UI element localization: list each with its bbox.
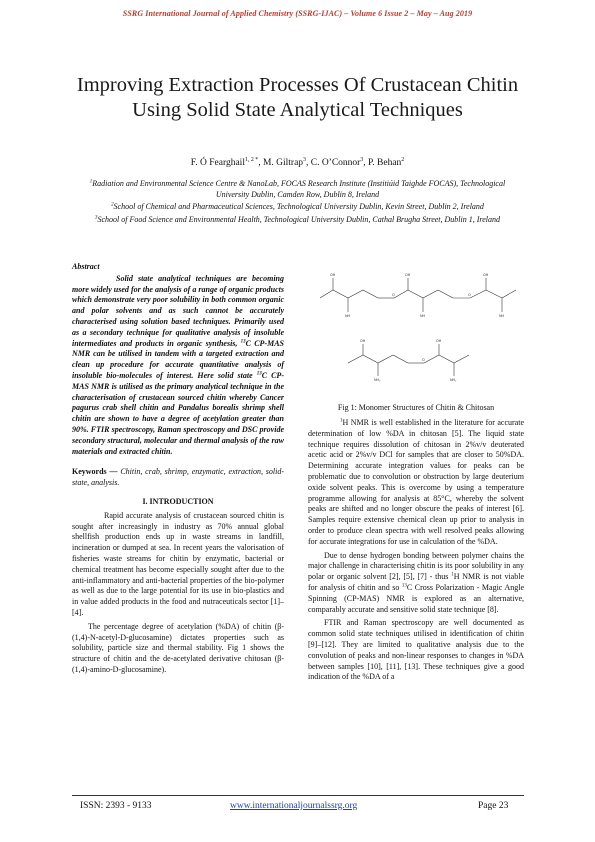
affiliation-3 bbox=[76, 214, 519, 225]
intro-paragraph: The percentage degree of acetylation (%DA) of chitin (β-(1,4)-N-acetyl-D-glucosamine) dictates properties such as solubility, particle size and thermal stability. Fig 1 shows the structure of chitin and the de-acetylated derivative chitosan (β-(1,4)-amino-D-glucosamine). bbox=[72, 621, 284, 674]
chitin-atom-labels bbox=[330, 273, 505, 318]
section-heading-introduction: I. INTRODUCTION bbox=[142, 496, 214, 506]
keywords-text: Chitin, crab, shrimp, enzymatic, extraction, solid-state, analysis. bbox=[72, 467, 284, 488]
left-column bbox=[72, 262, 284, 679]
abstract-heading: Abstract bbox=[72, 262, 100, 271]
isotope-sup: 13 bbox=[256, 371, 262, 377]
affiliation-1 bbox=[76, 178, 519, 200]
atom-label: OH bbox=[330, 273, 336, 277]
isotope-sup: 1 bbox=[451, 572, 454, 578]
isotope-sup: 1 bbox=[340, 418, 343, 424]
affiliation-text: School of Chemical and Pharmaceutical Sciences, Technological University Dublin, Kevin Street, Dublin 2, Ireland bbox=[113, 202, 484, 212]
author-name: M. Giltrap bbox=[262, 158, 304, 168]
atom-label: NH bbox=[499, 314, 505, 318]
figure-caption: Fig 1: Monomer Structures of Chitin & Chitosan bbox=[337, 403, 495, 412]
paragraph-text: H NMR is not viable for analysis of chitin and so bbox=[308, 572, 524, 592]
abstract-text: C CP-MAS NMR is utilised as the primary analytical technique in the characterisation of crustacean sourced chitin whereby Cancer pagurus crab shell chitin and Pandalus borealis shrimp shell chitin are shown to have a degree of acetylation greater than 90%. FTIR spectroscopy, Raman spectroscopy and DSC provide secondary structural, molecular and thermal analysis of the raw materials and extracted chitin. bbox=[72, 370, 284, 456]
chitosan-atom-labels bbox=[360, 339, 457, 382]
atom-label: OH bbox=[483, 273, 489, 277]
affiliation-2 bbox=[76, 201, 519, 212]
atom-label: O bbox=[422, 358, 425, 362]
atom-label: OH bbox=[436, 339, 442, 343]
author-affil-sup: 3 bbox=[360, 156, 364, 163]
chitosan-structure bbox=[348, 344, 469, 376]
atom-label: O bbox=[468, 293, 471, 297]
paragraph-text: C Cross Polarization - Magic Angle Spinning (CP-MAS) NMR is explored as an alternative, comparably accurate and sensitive solid state technique [8]. bbox=[308, 582, 524, 614]
chemical-structure-figure bbox=[308, 268, 524, 398]
intro-paragraph: Rapid accurate analysis of crustacean sourced chitin is sought after increasingly in industry as 70% annual global shellfish production ends up in waste streams in landfill, incineration or dumped at sea. In recent years the valorisation of fisheries waste streams for chitin by enzymatic, bacterial or chemical treatment has become especially sought after due to the anti-inflammatory and anti-bacterial properties of the bio-polymer as well as due to the large potential for its use in bio-plastics and in value added products in the food and nutraceuticals sector [1]–[4]. bbox=[72, 510, 284, 617]
affiliation-number: 1 bbox=[89, 179, 93, 185]
author-name: P. Behan bbox=[368, 158, 402, 168]
author-affil-sup: 1, 2 * bbox=[244, 156, 259, 163]
atom-label: OH bbox=[360, 339, 366, 343]
paper-title: Improving Extraction Processes Of Crustacean Chitin Using Solid State Analytical Techniques bbox=[76, 74, 519, 121]
footer-divider bbox=[72, 795, 524, 796]
abstract-body bbox=[72, 274, 284, 458]
affiliations bbox=[76, 178, 519, 226]
footer-page-number: Page 23 bbox=[478, 801, 509, 811]
atom-label: NH₂ bbox=[374, 378, 381, 382]
isotope-sup: 13 bbox=[240, 338, 246, 344]
chitin-structure bbox=[320, 278, 516, 312]
isotope-sup: 13 bbox=[401, 583, 407, 589]
abstract-text: C CP-MAS NMR can be utilised in tandem with a targeted extraction and clean up procedure for accurate quantitative analysis of insoluble bio-molecules of interest. Here solid state bbox=[72, 338, 285, 380]
journal-header: SSRG International Journal of Applied Chemistry (SSRG-IJAC) – Volume 6 Issue 2 – May – Aug 2019 bbox=[122, 9, 473, 18]
atom-label: OH bbox=[405, 273, 411, 277]
atom-label: NH bbox=[420, 314, 426, 318]
abstract-text: Solid state analytical techniques are becoming more widely used for the analysis of a range of organic products which demonstrate very poor solubility in both common organic and polar solvents and as such cannot be accurately characterised using solution based techniques. Primarily used as a secondary technique for qualitative analysis of insoluble intermediates and products in organic synthesis, bbox=[72, 273, 284, 348]
keywords-label: Keywords — bbox=[72, 467, 118, 477]
author-sep: , bbox=[258, 158, 263, 168]
affiliation-text: School of Food Science and Environmental Health, Technological University Dublin, Cathal Brugha Street, Dublin 1, Ireland bbox=[97, 214, 501, 224]
paragraph-text: Due to dense hydrogen bonding between polymer chains the major challenge in characterising chitin is its poor solubility in any polar or organic solvent [2], [5], [7] - thus bbox=[308, 550, 524, 582]
author-sep: , bbox=[363, 158, 369, 168]
author-name: C. O’Connor bbox=[310, 158, 361, 168]
right-column bbox=[308, 418, 524, 686]
keywords bbox=[72, 467, 284, 489]
author-sep: , bbox=[305, 158, 311, 168]
atom-label: O bbox=[392, 293, 395, 297]
atom-label: NH₂ bbox=[450, 378, 457, 382]
affiliation-number: 2 bbox=[111, 202, 114, 208]
footer-issn: ISSN: 2393 - 9133 bbox=[80, 801, 152, 811]
affiliation-text: Radiation and Environmental Science Centre & NanoLab, FOCAS Research Institute (Institiúid Taighde FOCAS), Technological University Dublin, Camden Row, Dublin 8, Ireland bbox=[92, 179, 506, 200]
atom-label: NH bbox=[345, 314, 351, 318]
body-paragraph bbox=[308, 551, 524, 616]
paragraph-text: H NMR is well established in the literature for accurate determination of low %DA in chitosan [5]. The liquid state technique requires dissolution of chitosan in 2%v/v deuterated acetic acid or 2%v/v DCl for samples that are closer to 50%DA. Determining accurate integration values for peaks can be problematic due to convolution or obstruction by large deuterium oxide solvent peaks. This is overcome by using a temperature programme allowing for analysis at 85°C, whereby the solvent peaks are shifted and no longer obscure the peaks of interest [6]. Samples require extensive chemical clean up prior to analysis in order to produce clean spectra with well resolved peaks allowing for accurate integrations for use in calculation of the %DA. bbox=[308, 418, 524, 546]
body-paragraph bbox=[308, 418, 524, 548]
author-affil-sup: 3 bbox=[303, 156, 306, 163]
author-list bbox=[60, 158, 535, 168]
author-name: F. Ó Fearghail bbox=[190, 158, 245, 168]
body-paragraph: FTIR and Raman spectroscopy are well documented as common solid state techniques utilised in identification of chitin [9]–[12]. They are limited to qualitative analysis due to the convolution of peaks and non-linear responses to changes in %DA between samples [10], [11], [13]. These techniques give a good indication of the %DA of a bbox=[308, 618, 524, 682]
author-affil-sup: 2 bbox=[401, 156, 405, 163]
affiliation-number: 3 bbox=[94, 214, 98, 220]
footer-journal-link[interactable]: www.internationaljournalssrg.org bbox=[230, 801, 358, 811]
